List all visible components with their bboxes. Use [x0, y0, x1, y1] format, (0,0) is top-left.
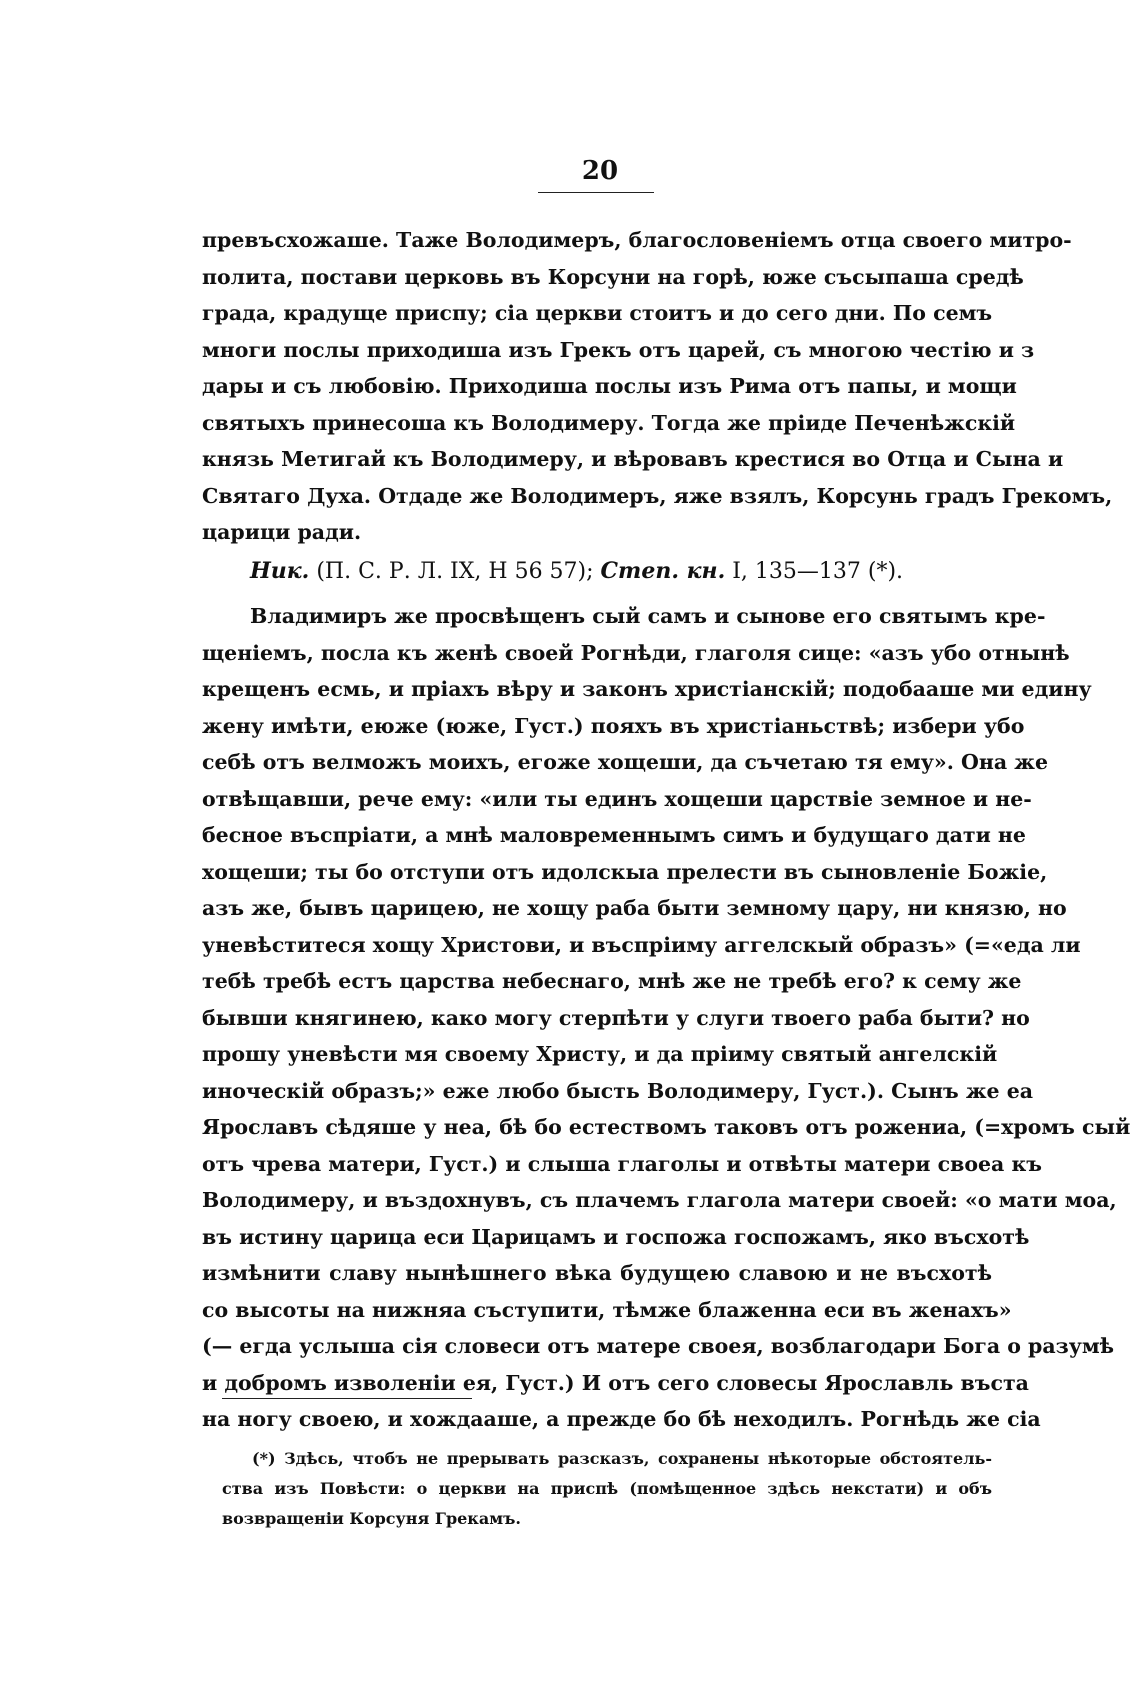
text-line: себѣ отъ велможъ моихъ, егоже хощеши, да съчетаю тя ему». Она же	[202, 750, 1049, 774]
footnote-line: (*) Здѣсь, чтобъ не прерывать разсказъ, сохранены нѣкоторые обстоятель-	[252, 1449, 992, 1468]
text-line: жену имѣти, еюже (юже, Густ.) пояхъ въ христіаньствѣ; избери убо	[202, 713, 1025, 738]
text-line: Ярославъ сѣдяше у неа, бѣ бо естествомъ таковъ отъ рожениа, (=хромъ сый	[202, 1115, 1131, 1139]
text-line: щеніемъ, посла къ женѣ своей Рогнѣди, глаголя сице: «азъ убо отнынѣ	[202, 640, 1070, 665]
text-line: полита, постави церковь въ Корсуни на горѣ, юже съсыпаша средѣ	[202, 264, 1024, 289]
text-line: крещенъ есмь, и пріахъ вѣру и законъ христіанскій; подобааше ми едину	[202, 677, 1092, 701]
text-line: Святаго Духа. Отдаде же Володимеръ, яже взялъ, Корсунь градъ Грекомъ,	[202, 483, 1113, 508]
source-citation	[202, 553, 992, 591]
text-line: града, крадуще приспу; сіа церкви стоитъ и до сего дни. По семъ	[202, 301, 993, 325]
text-line: превъсхожаше. Таже Володимеръ, благословеніемъ отца своего митро-	[202, 228, 1072, 252]
source-nik-abbr: Ник.	[250, 557, 310, 584]
footnote-line: ства изъ Повѣсти: о церкви на приспѣ (помѣщенное здѣсь некстати) и объ	[222, 1479, 992, 1498]
text-line: измѣнити славу нынѣшнего вѣка будущею славою и не въсхотѣ	[202, 1261, 992, 1285]
header-rule	[538, 192, 654, 193]
footnote-rule	[222, 1398, 472, 1399]
text-line: уневѣститеся хощу Христови, и въспріиму аггелскый образъ» (=«еда ли	[202, 932, 1081, 957]
text-line: тебѣ требѣ естъ царства небеснаго, мнѣ же не требѣ его? к сему же	[202, 969, 1022, 993]
main-text	[202, 222, 1131, 1438]
text-line: въ истину царица еси Царицамъ и госпожа госпожамъ, яко въсхотѣ	[202, 1224, 1030, 1249]
text-line: отъ чрева матери, Густ.) и слыша глаголы и отвѣты матери своеа къ	[202, 1151, 1042, 1176]
text-line: и добромъ изволеніи ея, Густ.) И отъ сего словесы Ярославль въста	[202, 1370, 1029, 1395]
source-step-abbr: Степ. кн.	[600, 557, 726, 584]
source-step-ref: I, 135—137 (*).	[732, 558, 904, 584]
text-line: Владимиръ же просвѣщенъ сый самъ и сынове его святымъ кре-	[250, 604, 1046, 628]
text-line: бывши княгинею, како могу стерпѣти у слуги твоего раба быти? но	[202, 1005, 1030, 1030]
footnote-line: возвращеніи Корсуня Грекамъ.	[222, 1509, 521, 1528]
source-nik-ref: (П. С. Р. Л. IX, Н 56 57);	[316, 558, 594, 584]
paragraph-2	[202, 598, 1131, 1438]
text-line: бесное въспріати, а мнѣ маловременнымъ симъ и будущаго дати не	[202, 823, 1026, 847]
text-line: дары и съ любовію. Приходиша послы изъ Рима отъ папы, и мощи	[202, 374, 1017, 398]
text-line: князь Метигай къ Володимеру, и вѣровавъ крестися во Отца и Сына и	[202, 447, 1064, 471]
text-line: со высоты на нижняа съступити, тѣмже блаженна еси въ женахъ»	[202, 1297, 1012, 1322]
text-line: царици ради.	[202, 520, 362, 544]
text-line: азъ же, бывъ царицею, не хощу раба быти земному цару, ни князю, но	[202, 896, 1067, 920]
text-line: многи послы приходиша изъ Грекъ отъ царей, съ многою честію и з	[202, 337, 1035, 362]
footnote	[222, 1444, 992, 1534]
text-line: отвѣщавши, рече ему: «или ты единъ хощеши царствіе земное и не-	[202, 786, 1032, 811]
text-line: прошу уневѣсти мя своему Христу, и да пріиму святый ангелскій	[202, 1042, 998, 1066]
paragraph-1	[202, 222, 1113, 551]
text-line: святыхъ принесоша къ Володимеру. Тогда же пріиде Печенѣжскій	[202, 410, 1016, 435]
text-line: иноческій образъ;» еже любо бысть Володимеру, Густ.). Сынъ же еа	[202, 1078, 1034, 1103]
text-line: на ногу своею, и хождааше, а прежде бо бѣ неходилъ. Рогнѣдь же сіа	[202, 1407, 1041, 1431]
text-line: Володимеру, и въздохнувъ, съ плачемъ глагола матери своей: «о мати моа,	[202, 1188, 1117, 1212]
text-line: (— егда услыша сія словеси отъ матере своея, возблагодари Бога о разумѣ	[202, 1334, 1115, 1358]
text-line: хощеши; ты бо отступи отъ идолскыа прелести въ сыновленіе Божіе,	[202, 859, 1048, 884]
page-number: 20	[581, 156, 619, 186]
